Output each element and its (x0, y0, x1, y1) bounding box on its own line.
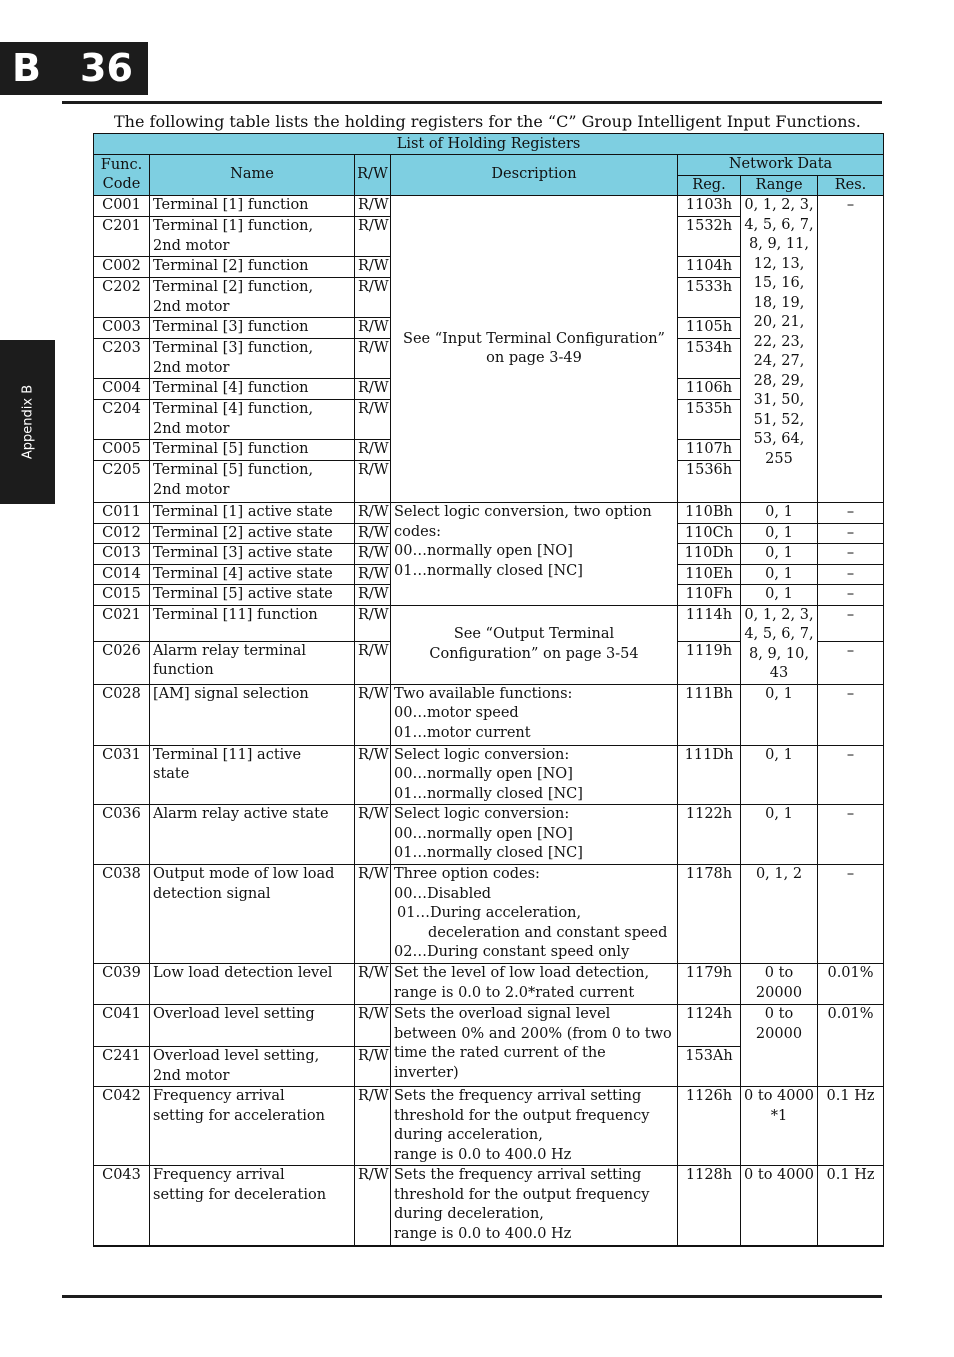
name-cell: Frequency arrival setting for deceleration (150, 1166, 355, 1246)
range-cell: 0, 1 (741, 544, 818, 565)
func-code-cell: C202 (94, 278, 150, 318)
func-code-cell: C001 (94, 196, 150, 217)
res-cell: 0.01% (818, 964, 884, 1005)
table-row (94, 196, 884, 217)
name-cell: Terminal [11] active state (150, 745, 355, 805)
name-cell: Overload level setting (150, 1005, 355, 1047)
name-cell: Terminal [2] function (150, 257, 355, 278)
res-cell: – (818, 805, 884, 865)
table-caption: List of Holding Registers (94, 134, 884, 155)
table-row (94, 605, 884, 641)
rw-cell: R/W (355, 585, 391, 606)
rw-cell: R/W (355, 503, 391, 524)
range-cell: 0 to 20000 (741, 1005, 818, 1087)
table-row (94, 1166, 884, 1246)
reg-cell: 110Bh (678, 503, 741, 524)
name-cell: Terminal [1] active state (150, 503, 355, 524)
rw-cell: R/W (355, 605, 391, 641)
func-code-cell: C205 (94, 461, 150, 503)
range-cell: 0 to 4000 (741, 1166, 818, 1246)
reg-cell: 1536h (678, 461, 741, 503)
name-cell: Output mode of low load detection signal (150, 865, 355, 964)
description-cell: Set the level of low load detection, range is 0.0 to 2.0*rated current (391, 964, 678, 1005)
res-cell: – (818, 641, 884, 684)
func-code-cell: C201 (94, 217, 150, 257)
func-code-cell: C021 (94, 605, 150, 641)
rw-cell: R/W (355, 461, 391, 503)
table-row (94, 964, 884, 1005)
name-cell: Terminal [4] function (150, 379, 355, 400)
header-description: Description (391, 155, 678, 196)
rw-cell: R/W (355, 684, 391, 745)
func-code-cell: C038 (94, 865, 150, 964)
func-code-cell: C039 (94, 964, 150, 1005)
range-cell: 0, 1 (741, 503, 818, 524)
range-cell: 0, 1 (741, 684, 818, 745)
res-cell: – (818, 745, 884, 805)
rw-cell: R/W (355, 1005, 391, 1047)
table-header (94, 134, 884, 196)
res-cell: – (818, 865, 884, 964)
intro-text: The following table lists the holding registers for the “C” Group Intelligent Input Functions. (114, 112, 861, 131)
reg-cell: 1178h (678, 865, 741, 964)
reg-cell: 1124h (678, 1005, 741, 1047)
res-cell: – (818, 585, 884, 606)
name-cell: Alarm relay terminal function (150, 641, 355, 684)
section-letter: B (12, 46, 41, 90)
range-cell: 0 to 4000 *1 (741, 1087, 818, 1166)
reg-cell: 1535h (678, 400, 741, 440)
func-code-cell: C026 (94, 641, 150, 684)
reg-cell: 1126h (678, 1087, 741, 1166)
description-cell: See “Input Terminal Configuration” on page 3-49 (391, 196, 678, 503)
reg-cell: 1128h (678, 1166, 741, 1246)
table-row (94, 1087, 884, 1166)
func-code-cell: C014 (94, 564, 150, 585)
table-row (94, 1005, 884, 1047)
name-cell: Terminal [3] function, 2nd motor (150, 339, 355, 379)
func-code-cell: C004 (94, 379, 150, 400)
name-cell: Terminal [3] function (150, 318, 355, 339)
reg-cell: 110Fh (678, 585, 741, 606)
name-cell: Terminal [5] function, 2nd motor (150, 461, 355, 503)
reg-cell: 110Dh (678, 544, 741, 565)
reg-cell: 1105h (678, 318, 741, 339)
header-network-data: Network Data (678, 155, 884, 176)
rw-cell: R/W (355, 217, 391, 257)
range-cell: 0, 1, 2 (741, 865, 818, 964)
rw-cell: R/W (355, 1087, 391, 1166)
description-cell: Select logic conversion, two option codes: 00…normally open [NO] 01…normally closed [NC] (391, 503, 678, 606)
header-rw: R/W (355, 155, 391, 196)
header-range: Range (741, 175, 818, 196)
rw-cell: R/W (355, 745, 391, 805)
name-cell: Terminal [2] function, 2nd motor (150, 278, 355, 318)
rw-cell: R/W (355, 523, 391, 544)
name-cell: Terminal [5] function (150, 440, 355, 461)
header-func-code: Func. Code (94, 155, 150, 196)
reg-cell: 1534h (678, 339, 741, 379)
description-cell: Sets the frequency arrival setting threshold for the output frequency during acceleration, range is 0.0 to 400.0 Hz (391, 1087, 678, 1166)
description-cell: Sets the frequency arrival setting threshold for the output frequency during deceleration, range is 0.0 to 400.0 Hz (391, 1166, 678, 1246)
header-rule (62, 101, 882, 104)
func-code-cell: C042 (94, 1087, 150, 1166)
table-body (94, 196, 884, 1246)
description-cell: Select logic conversion: 00…normally open [NO] 01…normally closed [NC] (391, 805, 678, 865)
reg-cell: 110Ch (678, 523, 741, 544)
rw-cell: R/W (355, 1047, 391, 1087)
rw-cell: R/W (355, 865, 391, 964)
holding-registers-table (93, 133, 884, 1247)
func-code-cell: C015 (94, 585, 150, 606)
func-code-cell: C012 (94, 523, 150, 544)
name-cell: Terminal [4] active state (150, 564, 355, 585)
name-cell: Terminal [5] active state (150, 585, 355, 606)
rw-cell: R/W (355, 564, 391, 585)
func-code-cell: C013 (94, 544, 150, 565)
reg-cell: 153Ah (678, 1047, 741, 1087)
func-code-cell: C002 (94, 257, 150, 278)
func-code-cell: C043 (94, 1166, 150, 1246)
description-cell: Two available functions: 00…motor speed 01…motor current (391, 684, 678, 745)
name-cell: [AM] signal selection (150, 684, 355, 745)
reg-cell: 110Eh (678, 564, 741, 585)
func-code-cell: C003 (94, 318, 150, 339)
res-cell: – (818, 684, 884, 745)
res-cell: – (818, 564, 884, 585)
rw-cell: R/W (355, 1166, 391, 1246)
name-cell: Terminal [1] function, 2nd motor (150, 217, 355, 257)
reg-cell: 1532h (678, 217, 741, 257)
rw-cell: R/W (355, 805, 391, 865)
side-tab (0, 340, 55, 504)
table-row (94, 684, 884, 745)
rw-cell: R/W (355, 379, 391, 400)
func-code-cell: C005 (94, 440, 150, 461)
res-cell: 0.01% (818, 1005, 884, 1087)
res-cell: – (818, 544, 884, 565)
range-cell: 0 to 20000 (741, 964, 818, 1005)
name-cell: Terminal [3] active state (150, 544, 355, 565)
table-row (94, 805, 884, 865)
description-cell: Three option codes: 00…Disabled 01…During acceleration, deceleration and constant speed 02…During constant speed only (391, 865, 678, 964)
reg-cell: 1104h (678, 257, 741, 278)
section-badge (0, 42, 148, 95)
name-cell: Frequency arrival setting for acceleration (150, 1087, 355, 1166)
res-cell: 0.1 Hz (818, 1166, 884, 1246)
func-code-cell: C028 (94, 684, 150, 745)
res-cell: 0.1 Hz (818, 1087, 884, 1166)
func-code-cell: C011 (94, 503, 150, 524)
res-cell: – (818, 605, 884, 641)
name-cell: Alarm relay active state (150, 805, 355, 865)
reg-cell: 1533h (678, 278, 741, 318)
name-cell: Terminal [1] function (150, 196, 355, 217)
func-code-cell: C036 (94, 805, 150, 865)
reg-cell: 1107h (678, 440, 741, 461)
range-cell: 0, 1 (741, 523, 818, 544)
func-code-cell: C203 (94, 339, 150, 379)
res-cell: – (818, 503, 884, 524)
range-cell: 0, 1, 2, 3, 4, 5, 6, 7, 8, 9, 10, 43 (741, 605, 818, 684)
func-code-cell: C204 (94, 400, 150, 440)
func-code-cell: C041 (94, 1005, 150, 1047)
description-cell: Select logic conversion: 00…normally open [NO] 01…normally closed [NC] (391, 745, 678, 805)
page-number: 36 (80, 46, 133, 90)
res-cell: – (818, 523, 884, 544)
reg-cell: 1179h (678, 964, 741, 1005)
name-cell: Overload level setting, 2nd motor (150, 1047, 355, 1087)
name-cell: Terminal [11] function (150, 605, 355, 641)
range-cell: 0, 1 (741, 585, 818, 606)
reg-cell: 111Bh (678, 684, 741, 745)
rw-cell: R/W (355, 400, 391, 440)
rw-cell: R/W (355, 544, 391, 565)
name-cell: Terminal [2] active state (150, 523, 355, 544)
rw-cell: R/W (355, 440, 391, 461)
func-code-cell: C241 (94, 1047, 150, 1087)
func-code-cell: C031 (94, 745, 150, 805)
table-row (94, 865, 884, 964)
header-res: Res. (818, 175, 884, 196)
range-cell: 0, 1 (741, 745, 818, 805)
reg-cell: 1103h (678, 196, 741, 217)
range-cell: 0, 1, 2, 3, 4, 5, 6, 7, 8, 9, 11, 12, 13, 15, 16, 18, 19, 20, 21, 22, 23, 24, 27, 28, 29, 31, 50, 51, 52, 53, 64, 255 (741, 196, 818, 503)
rw-cell: R/W (355, 278, 391, 318)
range-cell: 0, 1 (741, 805, 818, 865)
description-cell: See “Output Terminal Configuration” on page 3-54 (391, 605, 678, 684)
rw-cell: R/W (355, 318, 391, 339)
res-cell: – (818, 196, 884, 503)
rw-cell: R/W (355, 964, 391, 1005)
rw-cell: R/W (355, 257, 391, 278)
footer-rule (62, 1295, 882, 1298)
table-row (94, 745, 884, 805)
reg-cell: 1122h (678, 805, 741, 865)
rw-cell: R/W (355, 339, 391, 379)
reg-cell: 1114h (678, 605, 741, 641)
description-cell: Sets the overload signal level between 0% and 200% (from 0 to two time the rated current of the inverter) (391, 1005, 678, 1087)
reg-cell: 1119h (678, 641, 741, 684)
header-reg: Reg. (678, 175, 741, 196)
range-cell: 0, 1 (741, 564, 818, 585)
reg-cell: 111Dh (678, 745, 741, 805)
name-cell: Low load detection level (150, 964, 355, 1005)
header-name: Name (150, 155, 355, 196)
reg-cell: 1106h (678, 379, 741, 400)
side-tab-label: Appendix B (20, 384, 35, 460)
name-cell: Terminal [4] function, 2nd motor (150, 400, 355, 440)
rw-cell: R/W (355, 641, 391, 684)
rw-cell: R/W (355, 196, 391, 217)
table-row (94, 503, 884, 524)
